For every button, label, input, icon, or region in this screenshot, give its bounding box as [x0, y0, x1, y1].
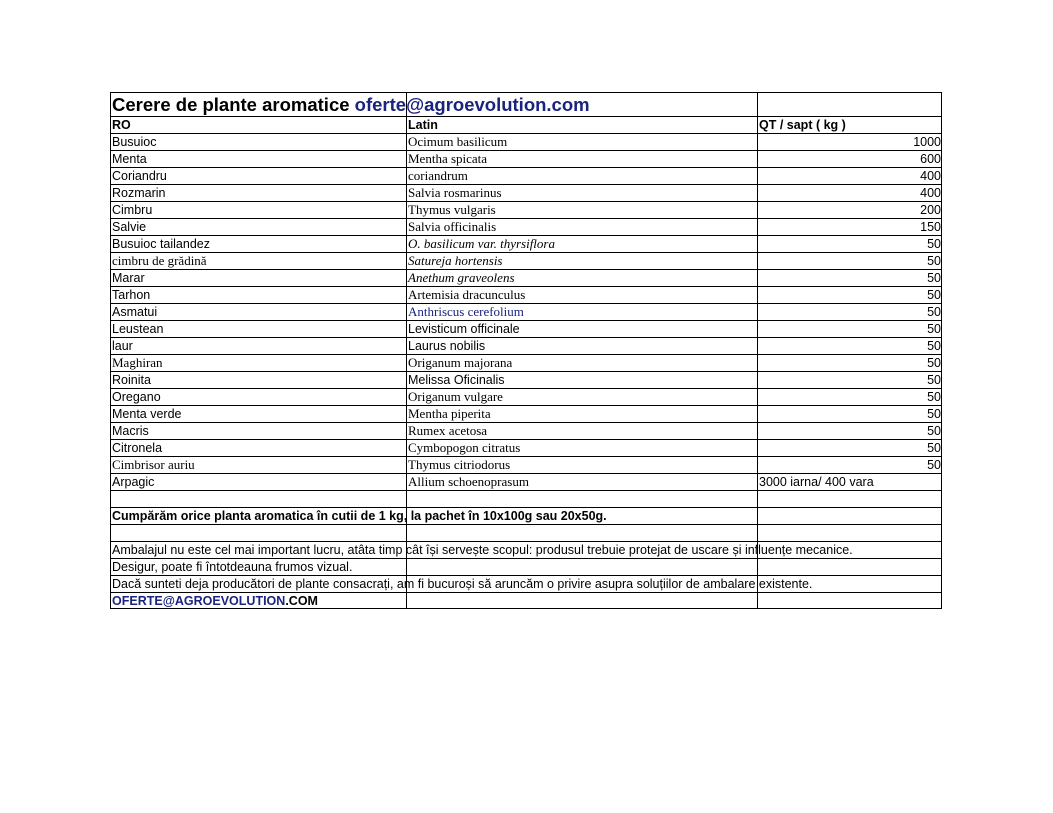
- table-row: [110, 269, 942, 286]
- ro-name: Salvie: [110, 218, 406, 235]
- contact-email-link[interactable]: OFERTE@AGROEVOLUTION: [112, 594, 286, 608]
- ro-name: Asmatui: [110, 303, 406, 320]
- latin-name: Mentha spicata: [406, 150, 757, 167]
- ro-name: Tarhon: [110, 286, 406, 303]
- contact-email-tld: .COM: [285, 594, 318, 608]
- quantity: 50: [757, 337, 942, 354]
- quantity: 1000: [757, 133, 942, 150]
- table-row: [110, 422, 942, 439]
- quantity: 400: [757, 167, 942, 184]
- latin-name: Rumex acetosa: [406, 422, 757, 439]
- note-row: [110, 575, 942, 592]
- latin-name: O. basilicum var. thyrsiflora: [406, 235, 757, 252]
- latin-name: Mentha piperita: [406, 405, 757, 422]
- ro-name: Busuioc tailandez: [110, 235, 406, 252]
- ro-name: Oregano: [110, 388, 406, 405]
- latin-name: Thymus vulgaris: [406, 201, 757, 218]
- title-text: Cerere de plante aromatice: [112, 94, 355, 115]
- packaging-note: Ambalajul nu este cel mai important lucru, atâta timp cât își servește scopul: produsul trebuie protejat de uscare și influențe mecanice.: [112, 543, 853, 557]
- contact-cell: [110, 592, 406, 609]
- table-row: [110, 133, 942, 150]
- table-row: [110, 201, 942, 218]
- ro-name: Marar: [110, 269, 406, 286]
- quantity: 50: [757, 422, 942, 439]
- spreadsheet: [110, 92, 942, 609]
- table-row: [110, 388, 942, 405]
- header-latin: Latin: [406, 116, 757, 133]
- title-email-link[interactable]: oferte@agroevolution.com: [354, 94, 590, 115]
- ro-name: laur: [110, 337, 406, 354]
- table-row: [110, 405, 942, 422]
- quantity: 50: [757, 405, 942, 422]
- latin-name: coriandrum: [406, 167, 757, 184]
- ro-name: Macris: [110, 422, 406, 439]
- latin-name: Anethum graveolens: [406, 269, 757, 286]
- ro-name: Citronela: [110, 439, 406, 456]
- table-row: [110, 439, 942, 456]
- quantity: 50: [757, 286, 942, 303]
- latin-name: Satureja hortensis: [406, 252, 757, 269]
- quantity: 400: [757, 184, 942, 201]
- quantity: 200: [757, 201, 942, 218]
- latin-name: Melissa Oficinalis: [406, 371, 757, 388]
- ro-name: Cimbru: [110, 201, 406, 218]
- table-row: [110, 473, 942, 490]
- quantity: 50: [757, 269, 942, 286]
- ro-name: Rozmarin: [110, 184, 406, 201]
- table-row: [110, 252, 942, 269]
- quantity: 50: [757, 439, 942, 456]
- table-row: [110, 235, 942, 252]
- ro-name: cimbru de grădină: [110, 252, 406, 269]
- header-qty: QT / sapt ( kg ): [757, 116, 942, 133]
- quantity: 3000 iarna/ 400 vara: [757, 473, 942, 490]
- contact-row: [110, 592, 942, 609]
- quantity: 50: [757, 235, 942, 252]
- table-row: [110, 320, 942, 337]
- latin-name: Cymbopogon citratus: [406, 439, 757, 456]
- table-row: [110, 150, 942, 167]
- ro-name: Busuioc: [110, 133, 406, 150]
- ro-name: Menta: [110, 150, 406, 167]
- title-row: [110, 92, 942, 116]
- quantity: 50: [757, 388, 942, 405]
- visual-note: Desigur, poate fi întotdeauna frumos vizual.: [110, 558, 406, 575]
- table-row: [110, 303, 942, 320]
- empty-row: [110, 524, 942, 541]
- ro-name: Menta verde: [110, 405, 406, 422]
- quantity: 50: [757, 303, 942, 320]
- latin-name: Levisticum officinale: [406, 320, 757, 337]
- latin-name: Artemisia dracunculus: [406, 286, 757, 303]
- latin-name: Origanum majorana: [406, 354, 757, 371]
- table-row: [110, 286, 942, 303]
- note-row: [110, 558, 942, 575]
- quantity: 50: [757, 456, 942, 473]
- ro-name: Cimbrisor auriu: [110, 456, 406, 473]
- quantity: 50: [757, 320, 942, 337]
- latin-name: Ocimum basilicum: [406, 133, 757, 150]
- latin-name: Salvia officinalis: [406, 218, 757, 235]
- note-row: [110, 507, 942, 524]
- note-row: [110, 541, 942, 558]
- table-row: [110, 337, 942, 354]
- ro-name: Coriandru: [110, 167, 406, 184]
- table-row: [110, 371, 942, 388]
- title-cell: [110, 92, 590, 116]
- header-row: [110, 116, 942, 133]
- ro-name: Maghiran: [110, 354, 406, 371]
- table-row: [110, 456, 942, 473]
- quantity: 150: [757, 218, 942, 235]
- buy-note: Cumpărăm orice planta aromatica în cutii de 1 kg, la pachet în 10x100g sau 20x50g.: [112, 509, 607, 523]
- table-row: [110, 167, 942, 184]
- table-row: [110, 354, 942, 371]
- header-ro: RO: [110, 116, 406, 133]
- ro-name: Roinita: [110, 371, 406, 388]
- producers-note: Dacă sunteti deja producători de plante consacrați, am fi bucuroși să aruncăm o privire asupra soluțiilor de ambalare existente.: [112, 577, 813, 591]
- latin-name: Laurus nobilis: [406, 337, 757, 354]
- latin-name: Origanum vulgare: [406, 388, 757, 405]
- latin-name: Thymus citriodorus: [406, 456, 757, 473]
- latin-name: Allium schoenoprasum: [406, 473, 757, 490]
- empty-row: [110, 490, 942, 507]
- latin-name: Salvia rosmarinus: [406, 184, 757, 201]
- table-row: [110, 184, 942, 201]
- quantity: 50: [757, 252, 942, 269]
- ro-name: Arpagic: [110, 473, 406, 490]
- latin-name: Anthriscus cerefolium: [406, 303, 757, 320]
- quantity: 600: [757, 150, 942, 167]
- table-row: [110, 218, 942, 235]
- ro-name: Leustean: [110, 320, 406, 337]
- quantity: 50: [757, 354, 942, 371]
- quantity: 50: [757, 371, 942, 388]
